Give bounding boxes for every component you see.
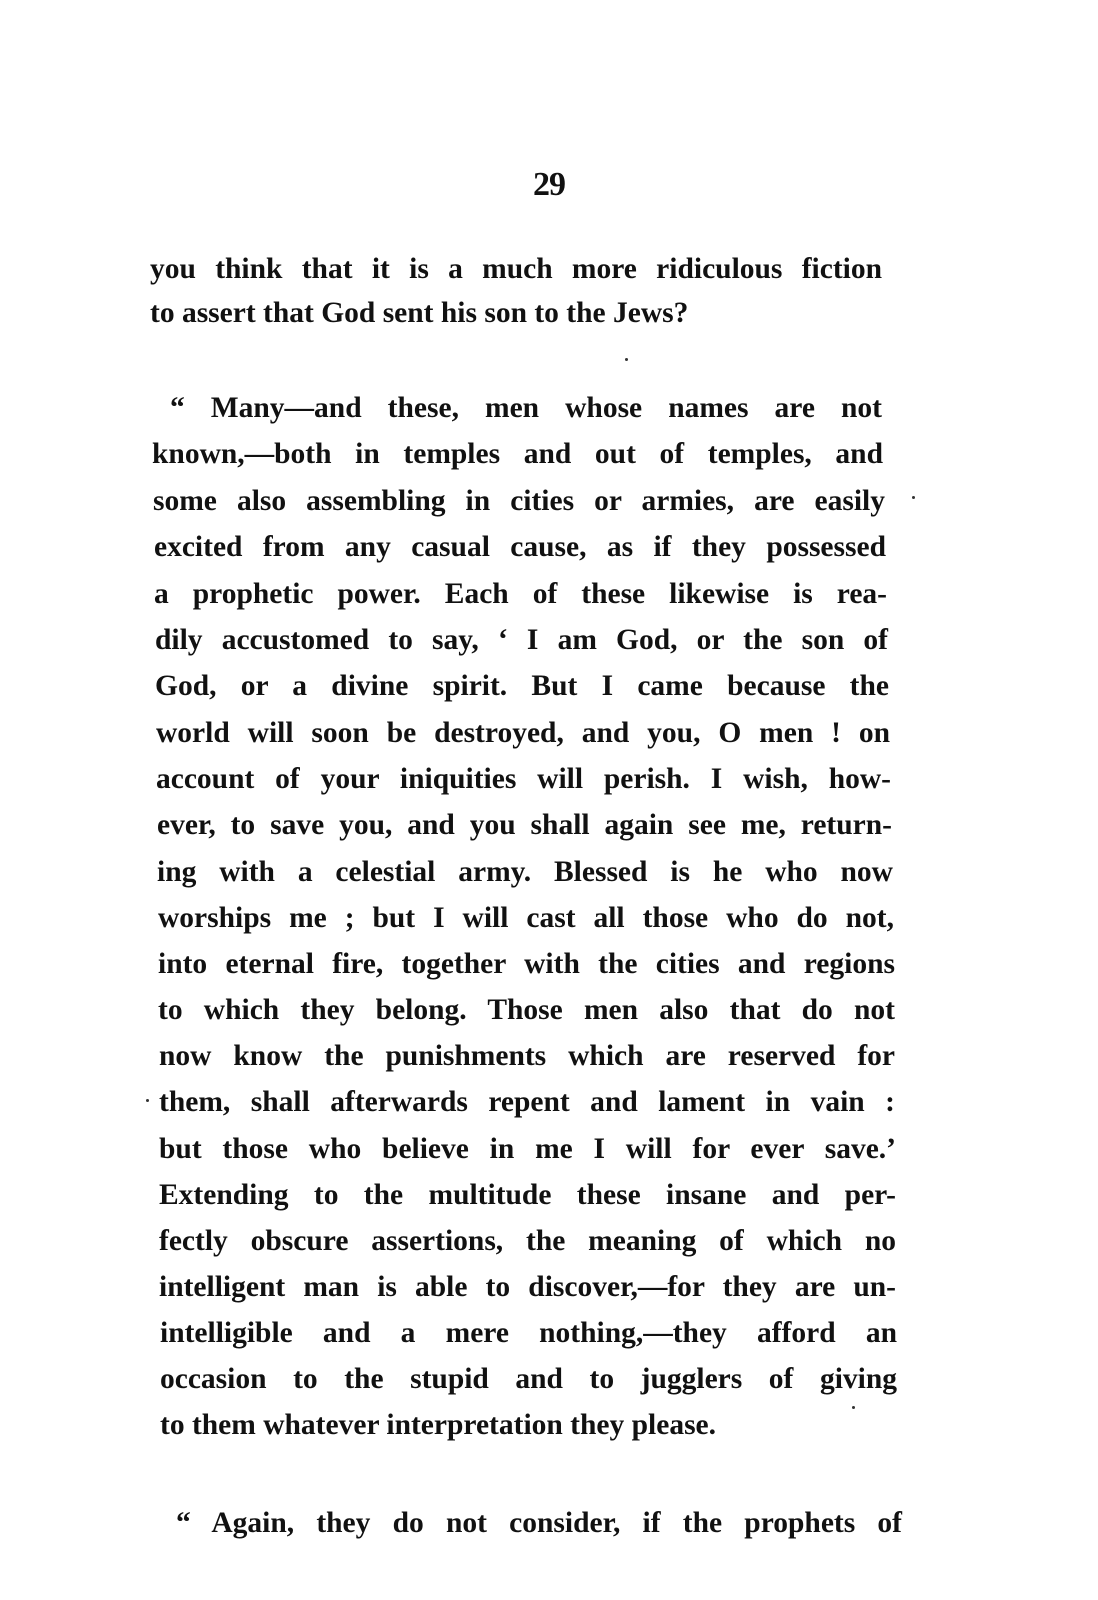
- text-line: Extending to the multitude these insane and per-: [159, 1179, 896, 1211]
- text-line: God, or a divine spirit. But I came because the: [155, 670, 889, 702]
- text-line: intelligent man is able to discover,—for they are un-: [159, 1271, 896, 1303]
- text-line: fectly obscure assertions, the meaning of which no: [159, 1225, 896, 1257]
- text-line: into eternal fire, together with the cities and regions: [158, 948, 895, 980]
- text-line: but those who believe in me I will for ever save.’: [159, 1133, 896, 1165]
- text-line: a prophetic power. Each of these likewise is rea-: [154, 578, 887, 610]
- text-line: to assert that God sent his son to the Jews?: [150, 297, 689, 329]
- text-line: you think that it is a much more ridiculous fiction: [150, 253, 882, 285]
- text-line: account of your iniquities will perish. I wish, how-: [156, 763, 891, 795]
- print-speck: [912, 496, 915, 499]
- text-line: ever, to save you, and you shall again see me, return-: [157, 809, 892, 841]
- text-line: some also assembling in cities or armies, are easily: [153, 485, 885, 517]
- text-line: now know the punishments which are reserved for: [159, 1040, 895, 1072]
- print-speck: [625, 358, 628, 361]
- print-speck: [852, 1406, 855, 1409]
- text-line: excited from any casual cause, as if they possessed: [154, 531, 886, 563]
- print-speck: [146, 1099, 149, 1102]
- text-line: dily accustomed to say, ‘ I am God, or the son of: [155, 624, 888, 656]
- text-line: to which they belong. Those men also that do not: [158, 994, 895, 1026]
- text-line: worships me ; but I will cast all those who do not,: [158, 902, 894, 934]
- text-line: “ Many—and these, men whose names are not: [170, 392, 882, 424]
- text-line: ing with a celestial army. Blessed is he who now: [157, 856, 893, 888]
- text-line: to them whatever interpretation they please.: [160, 1409, 717, 1441]
- text-line: intelligible and a mere nothing,—they afford an: [160, 1317, 897, 1349]
- text-line: them, shall afterwards repent and lament in vain :: [159, 1086, 895, 1118]
- text-line: “ Again, they do not consider, if the prophets of: [176, 1507, 902, 1539]
- text-line: occasion to the stupid and to jugglers of giving: [160, 1363, 897, 1395]
- text-line: world will soon be destroyed, and you, O men ! on: [156, 717, 890, 749]
- text-line: known,—both in temples and out of temples, and: [152, 438, 883, 470]
- page-number: 29: [533, 166, 565, 203]
